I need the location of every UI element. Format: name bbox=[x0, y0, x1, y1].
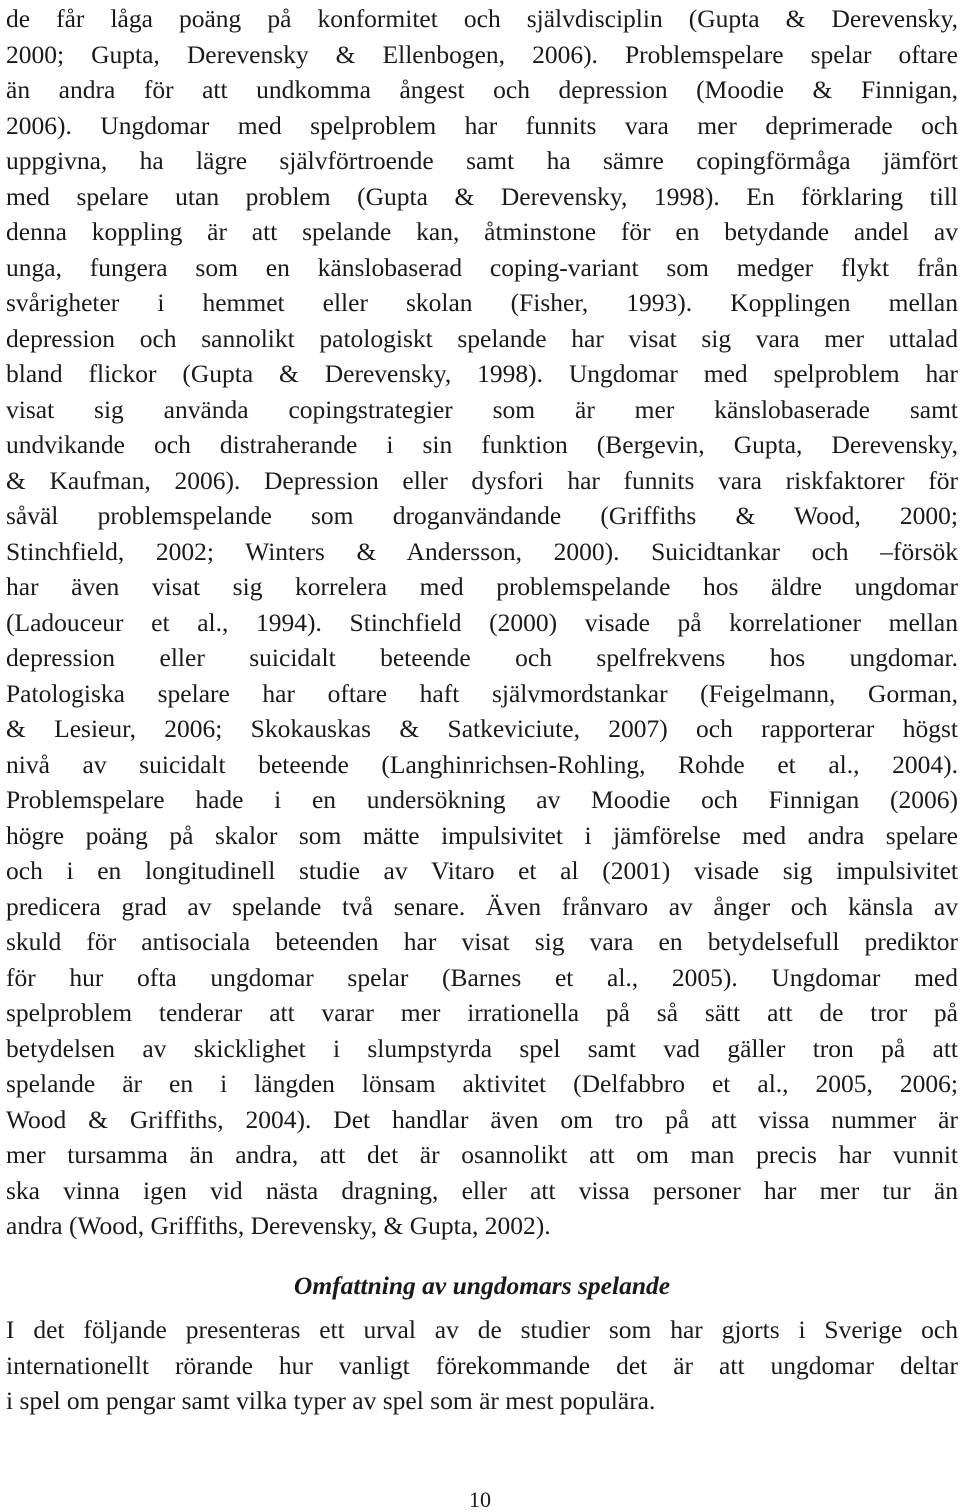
text-line: unga, fungera som en känslobaserad coping-variant som medger flykt från bbox=[6, 252, 958, 282]
text-line: ska vinna igen vid nästa dragning, eller att vissa personer har mer tur än bbox=[6, 1175, 958, 1205]
text-line: har även visat sig korrelera med problemspelande hos äldre ungdomar bbox=[6, 572, 958, 601]
text-line: de får låga poäng på konformitet och självdisciplin (Gupta & Derevensky, bbox=[6, 4, 958, 33]
page-number: 10 bbox=[469, 1487, 491, 1512]
text-line: och i en longitudinell studie av Vitaro et al (2001) visade sig impulsivitet bbox=[6, 856, 958, 885]
text-line: visat sig använda copingstrategier som är mer känslobaserade samt bbox=[6, 394, 958, 424]
text-line: svårigheter i hemmet eller skolan (Fisher, 1993). Kopplingen mellan bbox=[6, 288, 958, 317]
text-line: undvikande och distraherande i sin funktion (Bergevin, Gupta, Derevensky, bbox=[6, 430, 958, 459]
text-line: depression och sannolikt patologiskt spelande har visat sig vara mer uttalad bbox=[6, 323, 958, 353]
section-heading: Omfattning av ungdomars spelande bbox=[293, 1271, 671, 1300]
text-line: mer tursamma än andra, att det är osannolikt att om man precis har vunnit bbox=[6, 1140, 958, 1169]
text-line: I det följande presenteras ett urval av de studier som har gjorts i Sverige och bbox=[6, 1315, 958, 1344]
text-line: skuld för antisociala beteenden har visat sig vara en betydelsefull prediktor bbox=[6, 927, 958, 956]
text-line: & Lesieur, 2006; Skokauskas & Satkeviciute, 2007) och rapporterar högst bbox=[6, 714, 958, 743]
text-line: andra (Wood, Griffiths, Derevensky, & Gupta, 2002). bbox=[6, 1211, 551, 1240]
text-line: & Kaufman, 2006). Depression eller dysfori har funnits vara riskfaktorer för bbox=[6, 465, 958, 495]
text-line: denna koppling är att spelande kan, åtminstone för en betydande andel av bbox=[6, 217, 958, 246]
text-line: högre poäng på skalor som mätte impulsivitet i jämförelse med andra spelare bbox=[6, 820, 958, 850]
text-line: Patologiska spelare har oftare haft självmordstankar (Feigelmann, Gorman, bbox=[6, 678, 958, 708]
text-line: spelproblem tenderar att varar mer irrationella på så sätt att de tror på bbox=[6, 998, 958, 1027]
text-line: uppgivna, ha lägre självförtroende samt ha sämre copingförmåga jämfört bbox=[6, 146, 958, 175]
text-line: predicera grad av spelande två senare. Även frånvaro av ånger och känsla av bbox=[6, 891, 958, 921]
text-line: depression eller suicidalt beteende och spelfrekvens hos ungdomar. bbox=[6, 643, 958, 672]
text-line: Problemspelare hade i en undersökning av Moodie och Finnigan (2006) bbox=[6, 785, 958, 814]
text-line: Stinchfield, 2002; Winters & Andersson, 2000). Suicidtankar och –försök bbox=[6, 536, 958, 566]
text-line: bland flickor (Gupta & Derevensky, 1998). Ungdomar med spelproblem har bbox=[6, 359, 958, 388]
text-line: spelande är en i längden lönsam aktivitet (Delfabbro et al., 2005, 2006; bbox=[6, 1069, 958, 1098]
text-line: 2006). Ungdomar med spelproblem har funnits vara mer deprimerade och bbox=[6, 110, 958, 140]
text-line: Wood & Griffiths, 2004). Det handlar även om tro på att vissa nummer är bbox=[6, 1104, 958, 1134]
text-line: (Ladouceur et al., 1994). Stinchfield (2000) visade på korrelationer mellan bbox=[6, 607, 958, 637]
text-line: 2000; Gupta, Derevensky & Ellenbogen, 2006). Problemspelare spelar oftare bbox=[6, 39, 958, 69]
text-line: för hur ofta ungdomar spelar (Barnes et al., 2005). Ungdomar med bbox=[6, 962, 958, 992]
text-line: internationellt rörande hur vanligt förekommande det är att ungdomar deltar bbox=[6, 1350, 958, 1380]
section-paragraph bbox=[6, 1312, 958, 1419]
text-line: betydelsen av skicklighet i slumpstyrda spel samt vad gäller tron på att bbox=[6, 1033, 958, 1063]
text-line: än andra för att undkomma ångest och depression (Moodie & Finnigan, bbox=[6, 75, 958, 104]
text-line: nivå av suicidalt beteende (Langhinrichsen-Rohling, Rohde et al., 2004). bbox=[6, 749, 958, 779]
text-line: med spelare utan problem (Gupta & Derevensky, 1998). En förklaring till bbox=[6, 181, 958, 211]
body-paragraph bbox=[6, 1, 958, 1244]
text-line: i spel om pengar samt vilka typer av spel som är mest populära. bbox=[6, 1386, 656, 1415]
text-line: såväl problemspelande som droganvändande (Griffiths & Wood, 2000; bbox=[6, 501, 958, 530]
